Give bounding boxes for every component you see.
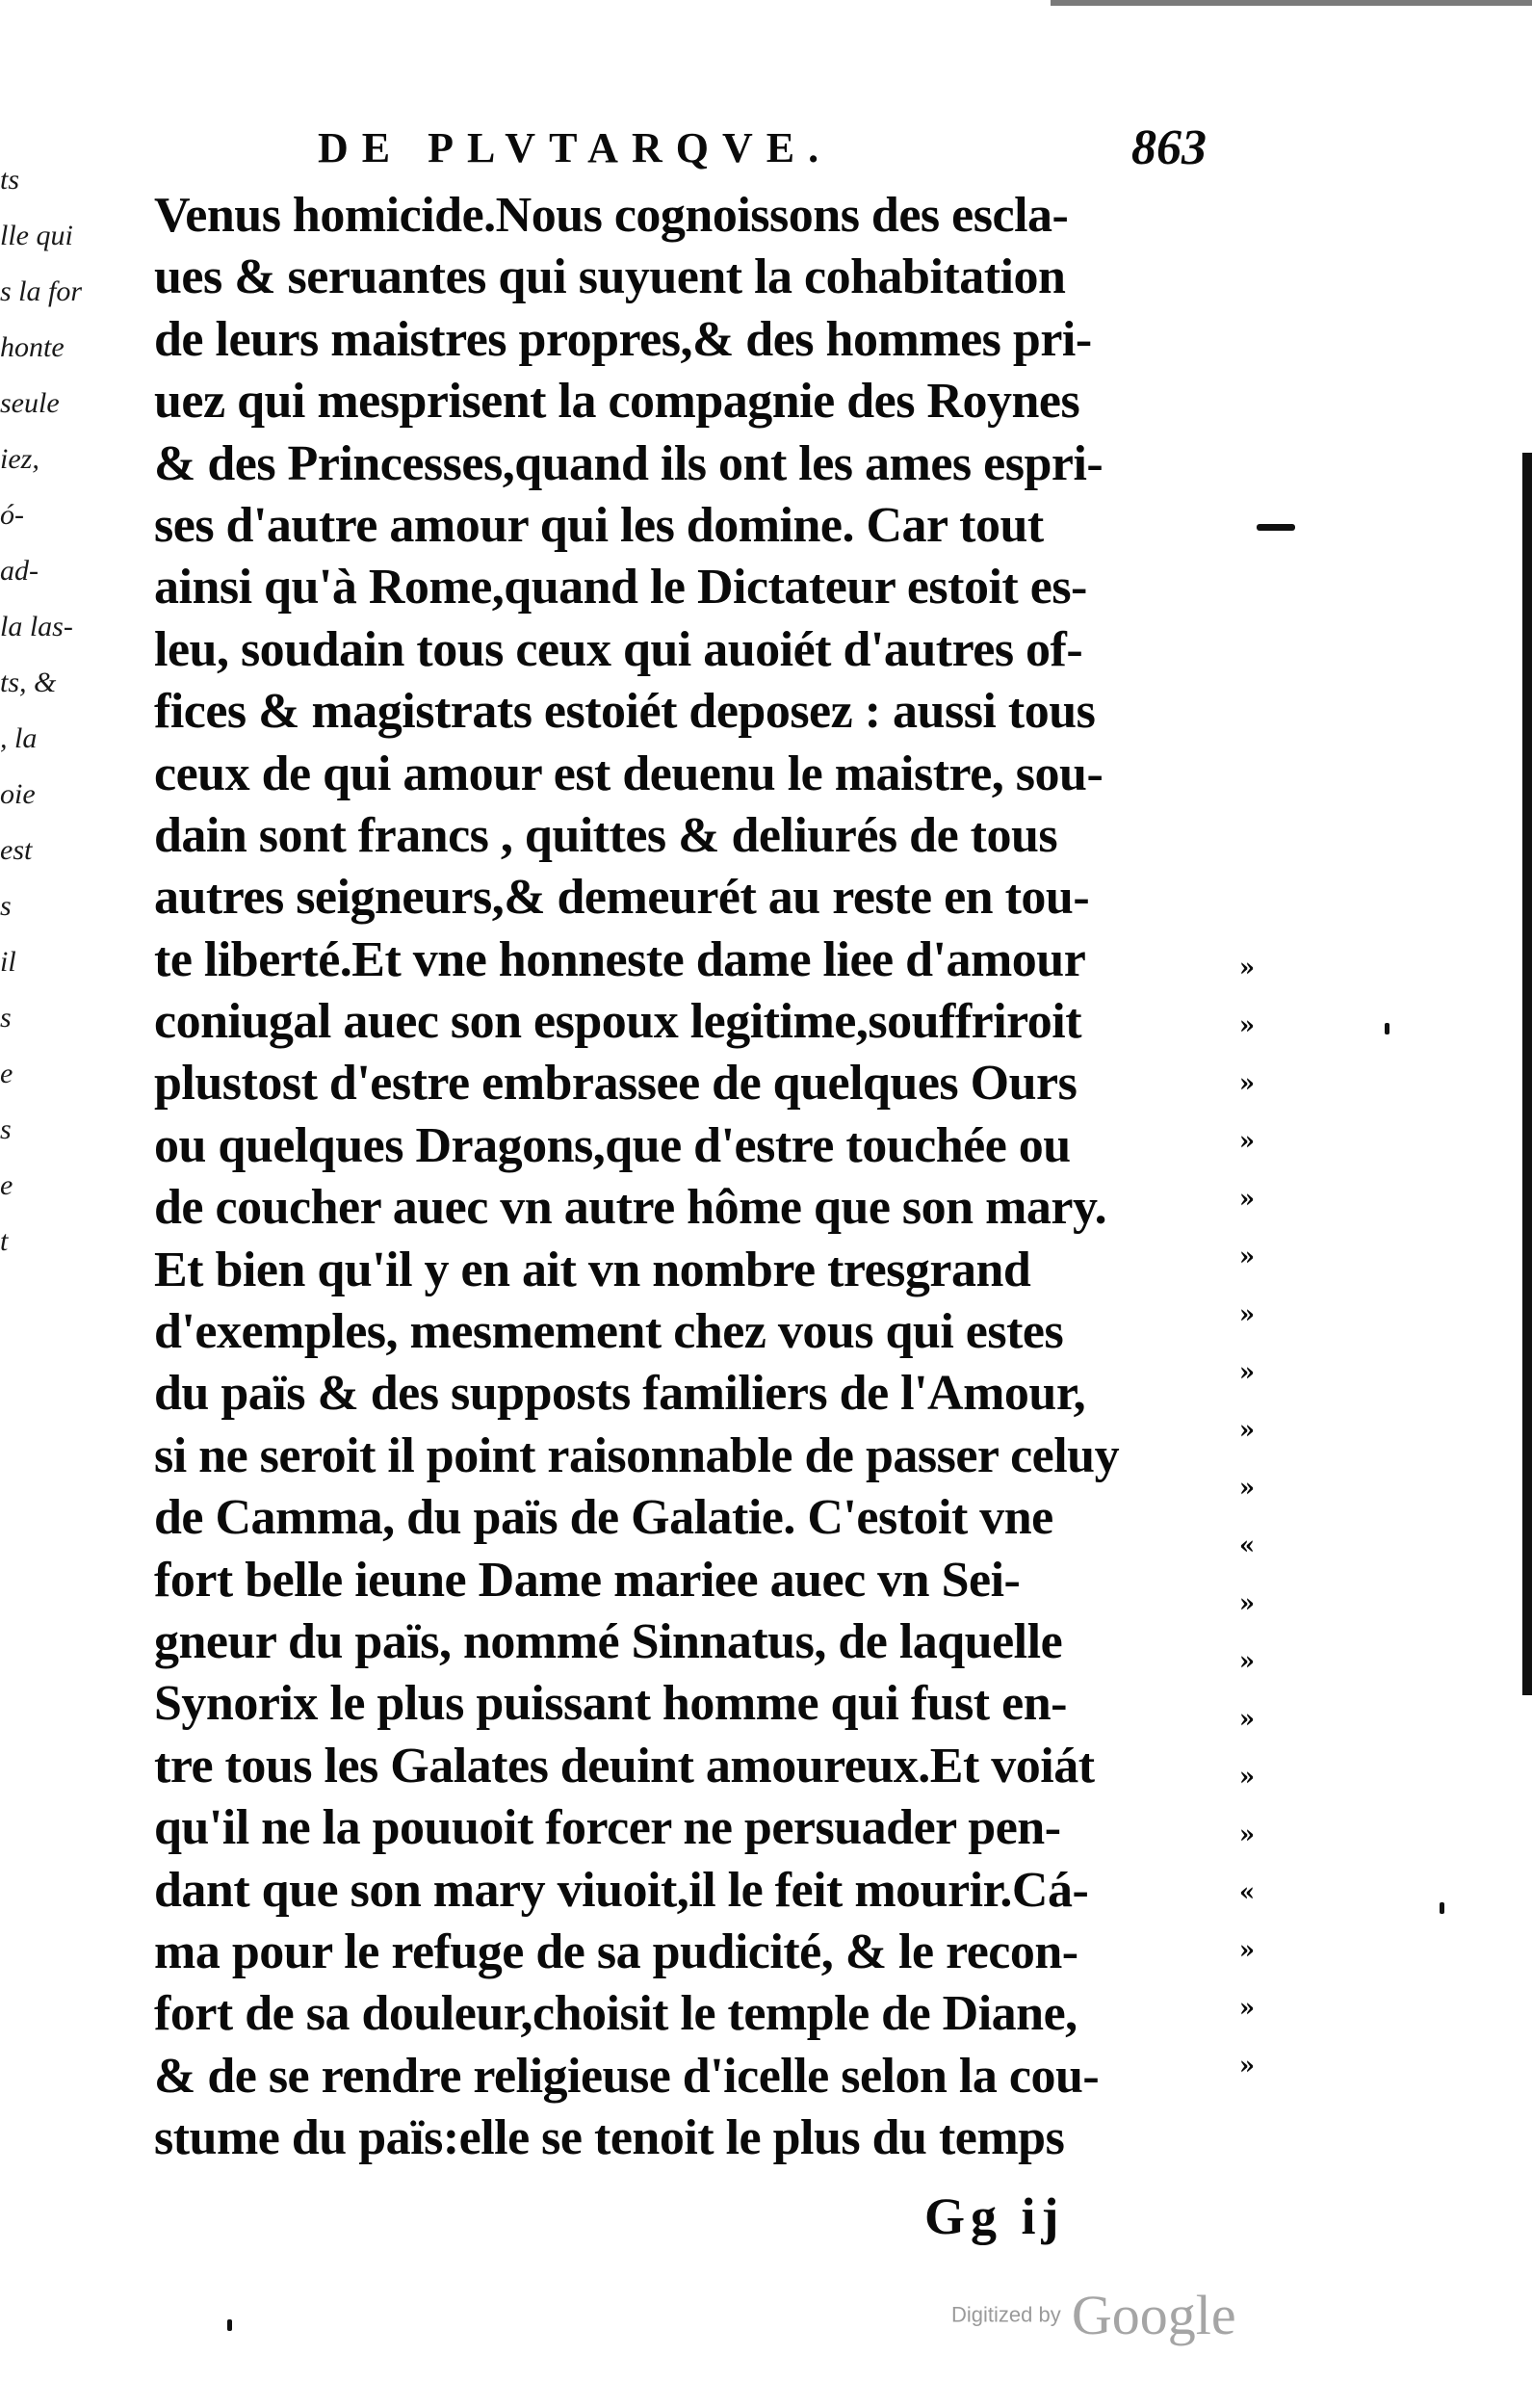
quotation-mark: « [1238, 1878, 1256, 1907]
scan-edge-right [1522, 453, 1532, 1695]
quotation-mark: « [1238, 1531, 1256, 1560]
text-line: ainsi qu'à Rome,quand le Dictateur estoit es- [154, 560, 1087, 615]
bleed-fragment: est [0, 834, 33, 866]
bleed-fragment: s [0, 1002, 12, 1034]
bleed-fragment: s la for [0, 275, 83, 307]
text-line: te liberté.Et vne honneste dame liee d'amour [154, 931, 1086, 987]
text-line: qu'il ne la pouuoit forcer ne persuader pen- [154, 1800, 1061, 1856]
quotation-mark: » [1238, 1763, 1256, 1792]
text-line: de leurs maistres propres,& des hommes pri- [154, 311, 1092, 367]
quotation-mark: » [1238, 1243, 1256, 1271]
facing-page-bleed [0, 154, 83, 1406]
watermark-brand: Google [1071, 2284, 1236, 2346]
quotation-marks-margin [1228, 939, 1266, 2095]
running-title: DE PLVTARQVE. [318, 124, 833, 171]
scan-edge-top [1051, 0, 1532, 6]
ink-speck [1440, 1902, 1444, 1914]
text-line: ues & seruantes qui suyuent la cohabitation [154, 249, 1066, 305]
bleed-fragment: lle qui [0, 220, 73, 251]
text-line: uez qui mesprisent la compagnie des Roynes [154, 374, 1080, 430]
bleed-fragment: ó- [0, 499, 24, 531]
bleed-fragment: honte [0, 331, 65, 363]
margin-dash [1257, 524, 1295, 531]
text-line: si ne seroit il point raisonnable de passer celuy [154, 1427, 1120, 1483]
bleed-fragment: la las- [0, 611, 73, 642]
text-line: & de se rendre religieuse d'icelle selon la cou- [154, 2048, 1100, 2104]
text-line: & des Princesses,quand ils ont les ames espri- [154, 435, 1104, 491]
text-line: fort de sa douleur,choisit le temple de Diane, [154, 1986, 1078, 2042]
text-line: Et bien qu'il y en ait vn nombre tresgrand [154, 1242, 1031, 1297]
text-line: d'exemples, mesmement chez vous qui estes [154, 1304, 1064, 1360]
quotation-mark: » [1238, 1820, 1256, 1849]
quotation-mark: » [1238, 1185, 1256, 1214]
text-line: ceux de qui amour est deuenu le maistre, sou- [154, 746, 1104, 801]
ink-speck [1385, 1023, 1389, 1034]
text-line: fices & magistrats estoiét deposez : aussi tous [154, 684, 1096, 740]
bleed-fragment: il [0, 946, 16, 978]
quotation-mark: » [1238, 1358, 1256, 1387]
page-number: 863 [1131, 120, 1207, 175]
bleed-fragment: , la [0, 722, 38, 754]
bleed-fragment: s [0, 1113, 12, 1145]
text-line: de coucher auec vn autre hôme que son mary. [154, 1180, 1107, 1236]
text-line: ou quelques Dragons,que d'estre touchée ou [154, 1117, 1071, 1173]
signature-mark: Gg ij [924, 2187, 1065, 2245]
text-line: dain sont francs , quittes & deliurés de tous [154, 807, 1058, 863]
quotation-mark: » [1238, 1416, 1256, 1445]
text-line: leu, soudain tous ceux qui auoiét d'autres of- [154, 621, 1083, 677]
text-line: de Camma, du païs de Galatie. C'estoit vne [154, 1490, 1053, 1546]
ink-speck [227, 2319, 232, 2331]
text-line: autres seigneurs,& demeurét au reste en tou- [154, 870, 1090, 926]
quotation-mark: » [1238, 1300, 1256, 1329]
text-line: Venus homicide.Nous cognoissons des escla- [154, 188, 1069, 243]
text-line: plustost d'estre embrassee de quelques Ours [154, 1056, 1078, 1112]
quotation-mark: » [1238, 1589, 1256, 1618]
bleed-fragment: iez, [0, 443, 39, 475]
text-line: coniugal auec son espoux legitime,souffriroit [154, 994, 1082, 1050]
text-line: Synorix le plus puissant homme qui fust en- [154, 1676, 1067, 1732]
bleed-fragment: e [0, 1058, 13, 1089]
quotation-mark: » [1238, 1647, 1256, 1676]
quotation-mark: » [1238, 1474, 1256, 1503]
watermark-label: Digitized by [951, 2302, 1061, 2327]
bleed-fragment: ad- [0, 555, 39, 587]
text-line: du païs & des supposts familiers de l'Amour, [154, 1366, 1086, 1422]
bleed-fragment: e [0, 1169, 13, 1201]
quotation-mark: » [1238, 2052, 1256, 2081]
quotation-mark: » [1238, 1705, 1256, 1734]
quotation-mark: » [1238, 954, 1256, 982]
quotation-mark: » [1238, 1069, 1256, 1098]
bleed-fragment: ts [0, 164, 20, 196]
text-line: fort belle ieune Dame mariee auec vn Sei- [154, 1552, 1021, 1608]
text-line: dant que son mary viuoit,il le feit mourir.Cá- [154, 1862, 1089, 1918]
bleed-fragment: t [0, 1225, 9, 1257]
digitized-watermark [951, 2283, 1236, 2347]
text-line: gneur du païs, nommé Sinnatus, de laquelle [154, 1613, 1063, 1669]
quotation-mark: » [1238, 1011, 1256, 1040]
text-line: tre tous les Galates deuint amoureux.Et voiát [154, 1738, 1095, 1793]
text-line: ma pour le refuge de sa pudicité, & le recon- [154, 1924, 1078, 1979]
quotation-mark: » [1238, 1936, 1256, 1965]
bleed-fragment: seule [0, 387, 60, 419]
bleed-fragment: ts, & [0, 667, 57, 698]
quotation-mark: » [1238, 1994, 1256, 2023]
bleed-fragment: oie [0, 778, 36, 810]
quotation-mark: » [1238, 1127, 1256, 1156]
body-text [154, 185, 1233, 2170]
text-line: stume du païs:elle se tenoit le plus du temps [154, 2110, 1065, 2166]
bleed-fragment: s [0, 890, 12, 922]
text-line: ses d'autre amour qui les domine. Car tout [154, 497, 1044, 553]
